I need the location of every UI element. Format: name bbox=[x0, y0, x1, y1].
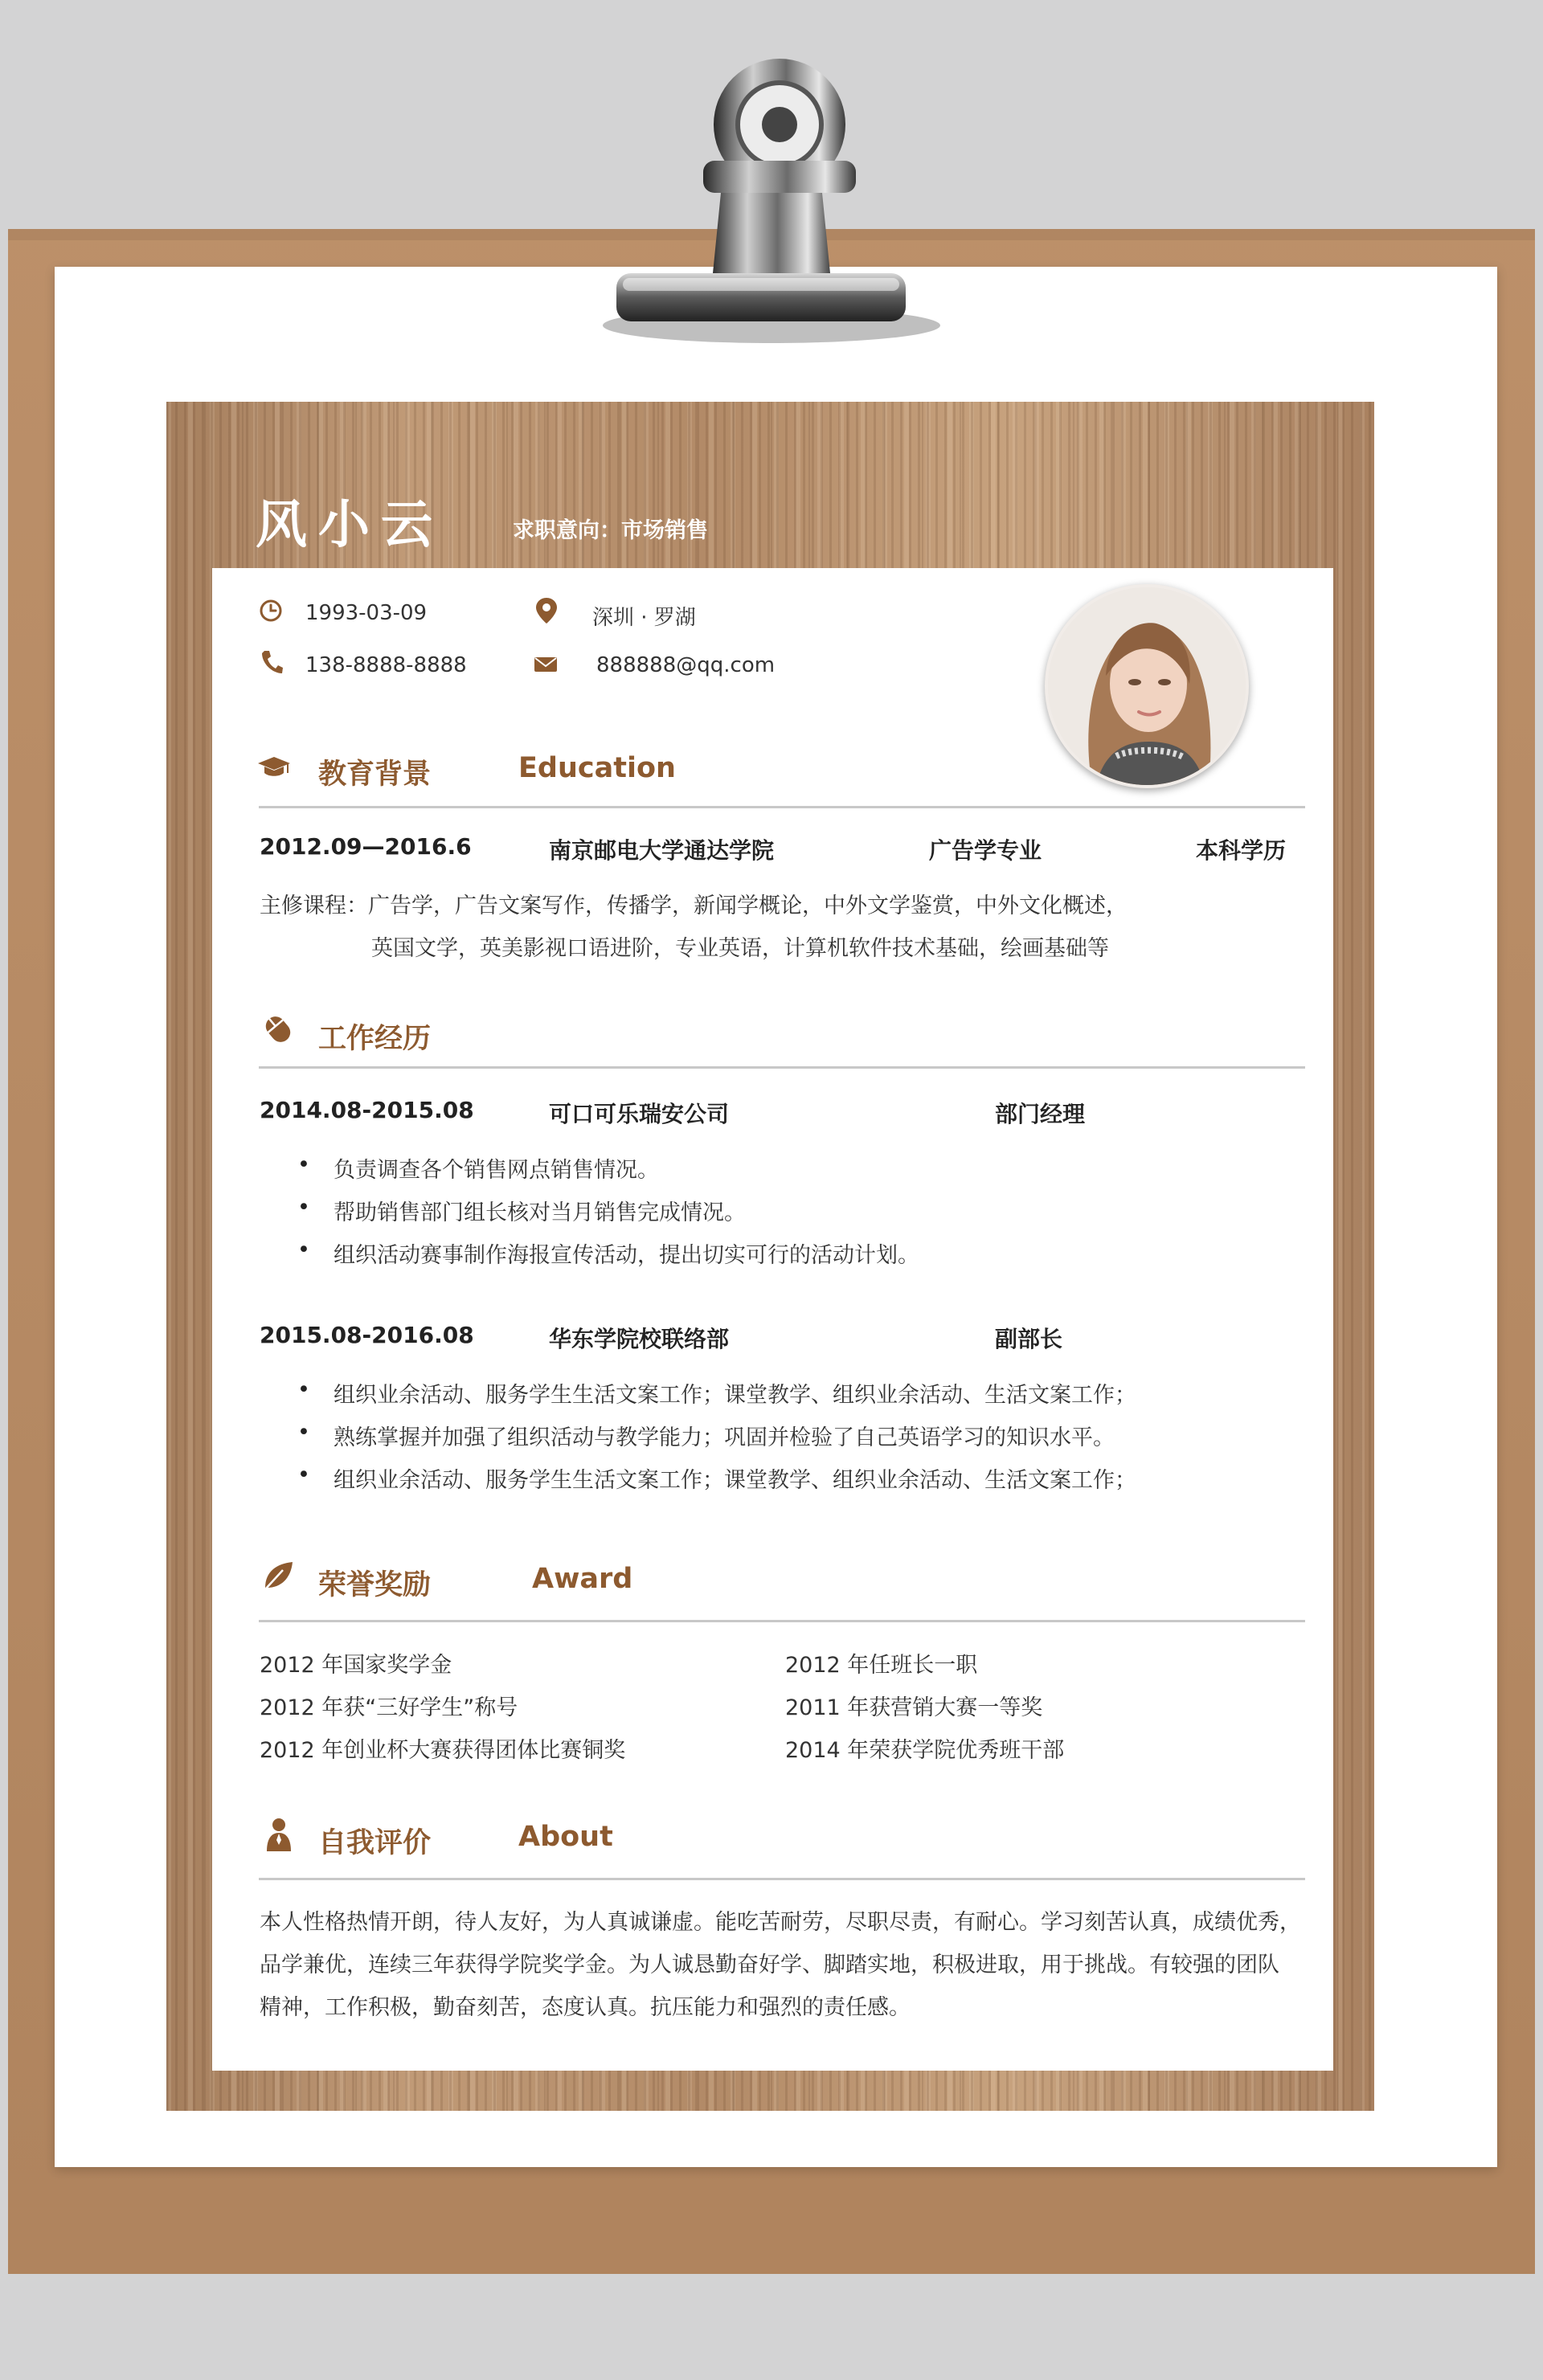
award-item: 2012 年创业杯大赛获得团体比赛铜奖 bbox=[260, 1738, 626, 1763]
avatar-photo bbox=[1045, 584, 1249, 788]
job-1-item: • 组织活动赛事制作海报宣传活动，提出切实可行的活动计划。 bbox=[334, 1237, 919, 1269]
award-item: 2012 年获“三好学生”称号 bbox=[260, 1695, 518, 1720]
graduation-cap-icon bbox=[257, 755, 291, 779]
award-item: 2011 年获营销大赛一等奖 bbox=[785, 1695, 1043, 1720]
person-icon bbox=[265, 1818, 293, 1851]
award-item: 2012 年国家奖学金 bbox=[260, 1653, 452, 1678]
education-school: 南京邮电大学通达学院 bbox=[549, 837, 775, 864]
courses-line-1: 主修课程：广告学，广告文案写作，传播学，新闻学概论，中外文学鉴赏，中外文化概述， bbox=[260, 894, 1128, 918]
award-divider bbox=[259, 1620, 1305, 1622]
job-2-item: • 组织业余活动、服务学生生活文案工作；课堂教学、组织业余活动、生活文案工作； bbox=[334, 1377, 1136, 1409]
job-1-item: • 负责调查各个销售网点销售情况。 bbox=[334, 1152, 659, 1184]
email-address: 888888@qq.com bbox=[596, 653, 776, 677]
mail-icon bbox=[534, 656, 558, 673]
job-1-org: 可口可乐瑞安公司 bbox=[549, 1101, 730, 1127]
phone-icon bbox=[260, 649, 283, 675]
job-2-period: 2015.08-2016.08 bbox=[260, 1322, 474, 1348]
education-major: 广告学专业 bbox=[929, 837, 1042, 864]
education-divider bbox=[259, 806, 1305, 808]
leaf-icon bbox=[262, 1560, 294, 1591]
about-divider bbox=[259, 1878, 1305, 1880]
birth-date: 1993-03-09 bbox=[305, 601, 428, 625]
work-title: 工作经历 bbox=[318, 1023, 432, 1055]
award-item: 2012 年任班长一职 bbox=[785, 1653, 978, 1678]
award-item: 2014 年荣获学院优秀班干部 bbox=[785, 1738, 1065, 1763]
courses-line-2: 英国文学，英美影视口语进阶，专业英语，计算机软件技术基础，绘画基础等 bbox=[371, 936, 1109, 961]
education-title: 教育背景 bbox=[318, 759, 432, 791]
phone-number: 138-8888-8888 bbox=[305, 653, 467, 677]
about-title-en: About bbox=[518, 1821, 613, 1853]
about-line: 品学兼优，连续三年获得学院奖学金。为人诚恳勤奋好学、脚踏实地，积极进取，用于挑战。有较强的团队 bbox=[260, 1953, 1279, 1977]
award-title-en: Award bbox=[532, 1563, 633, 1595]
location-pin-icon bbox=[535, 597, 558, 624]
binder-clip-icon bbox=[575, 48, 948, 354]
education-degree: 本科学历 bbox=[1196, 837, 1287, 864]
about-line: 本人性格热情开朗，待人友好，为人真诚谦虚。能吃苦耐劳，尽职尽责，有耐心。学习刻苦认真，成绩优秀， bbox=[260, 1910, 1301, 1935]
job-1-item: • 帮助销售部门组长核对当月销售完成情况。 bbox=[334, 1195, 746, 1226]
work-divider bbox=[259, 1066, 1305, 1069]
education-title-en: Education bbox=[518, 752, 676, 784]
applicant-name: 风小云 bbox=[256, 496, 444, 555]
job-1-role: 部门经理 bbox=[995, 1101, 1086, 1127]
about-title: 自我评价 bbox=[318, 1827, 432, 1859]
job-2-role: 副部长 bbox=[995, 1326, 1063, 1352]
job-2-org: 华东学院校联络部 bbox=[549, 1326, 730, 1352]
clock-icon bbox=[259, 599, 283, 623]
job-2-item: • 熟练掌握并加强了组织活动与教学能力；巩固并检验了自己英语学习的知识水平。 bbox=[334, 1420, 1115, 1451]
about-line: 精神，工作积极，勤奋刻苦，态度认真。抗压能力和强烈的责任感。 bbox=[260, 1995, 911, 2020]
award-title: 荣誉奖励 bbox=[318, 1569, 432, 1601]
mouse-icon bbox=[261, 1012, 295, 1046]
job-2-item: • 组织业余活动、服务学生生活文案工作；课堂教学、组织业余活动、生活文案工作； bbox=[334, 1462, 1136, 1494]
location-text: 深圳 · 罗湖 bbox=[592, 606, 696, 630]
job-intent: 求职意向：市场销售 bbox=[513, 518, 708, 543]
job-1-period: 2014.08-2015.08 bbox=[260, 1097, 474, 1123]
education-period: 2012.09—2016.6 bbox=[260, 833, 472, 860]
